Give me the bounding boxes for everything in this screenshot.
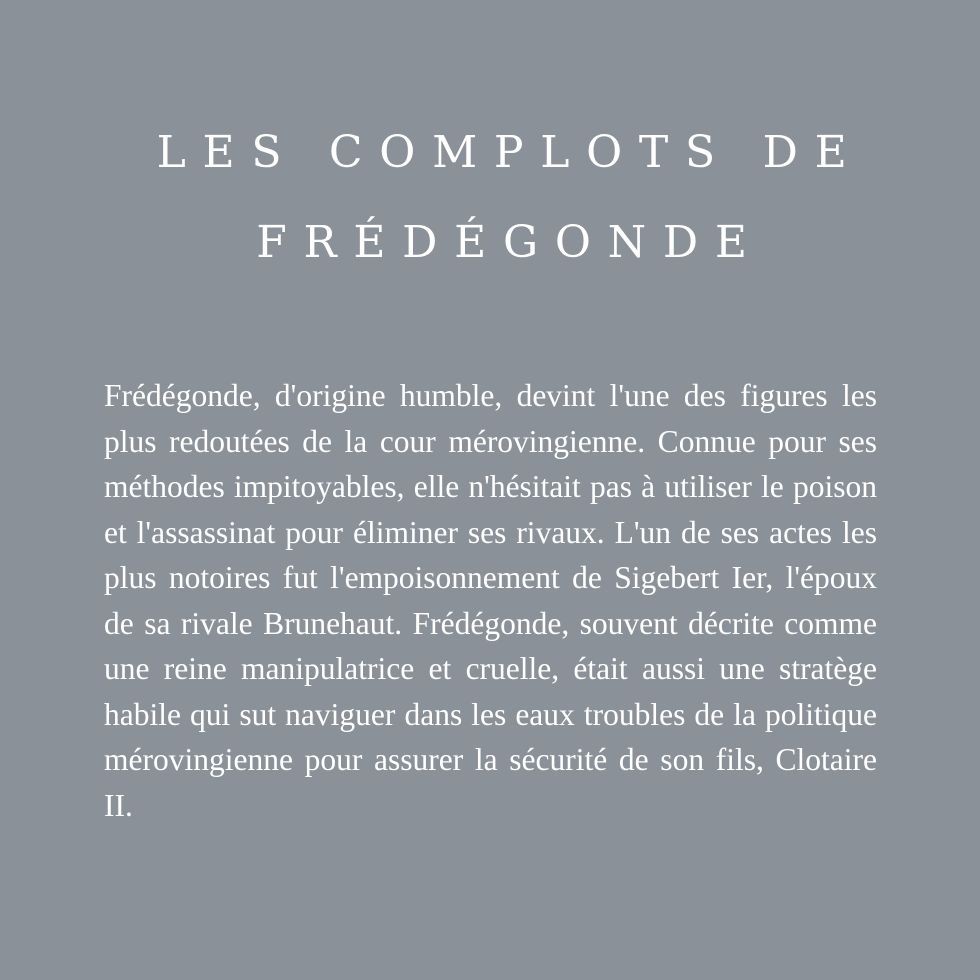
title-line-1: LES COMPLOTS DE [156,127,864,178]
body-paragraph: Frédégonde, d'origine humble, devint l'une des figures les plus redoutées de la cour mérovingienne. Connue pour ses méthodes impitoyables, elle n'hésitait pas à utiliser le poison et l'assassinat pour éliminer ses rivaux. L'un de ses actes les plus notoires fut l'empoisonnement de Sigebert Ier, l'époux de sa rivale Brunehaut. Frédégonde, souvent décrite comme une reine manipulatrice et cruelle, était aussi une stratège habile qui sut naviguer dans les eaux troubles de la politique mérovingienne pour assurer la sécurité de son fils, Clotaire II. [104,378,877,823]
page-title [140,108,880,288]
title-line-2: FRÉDÉGONDE [256,217,764,268]
